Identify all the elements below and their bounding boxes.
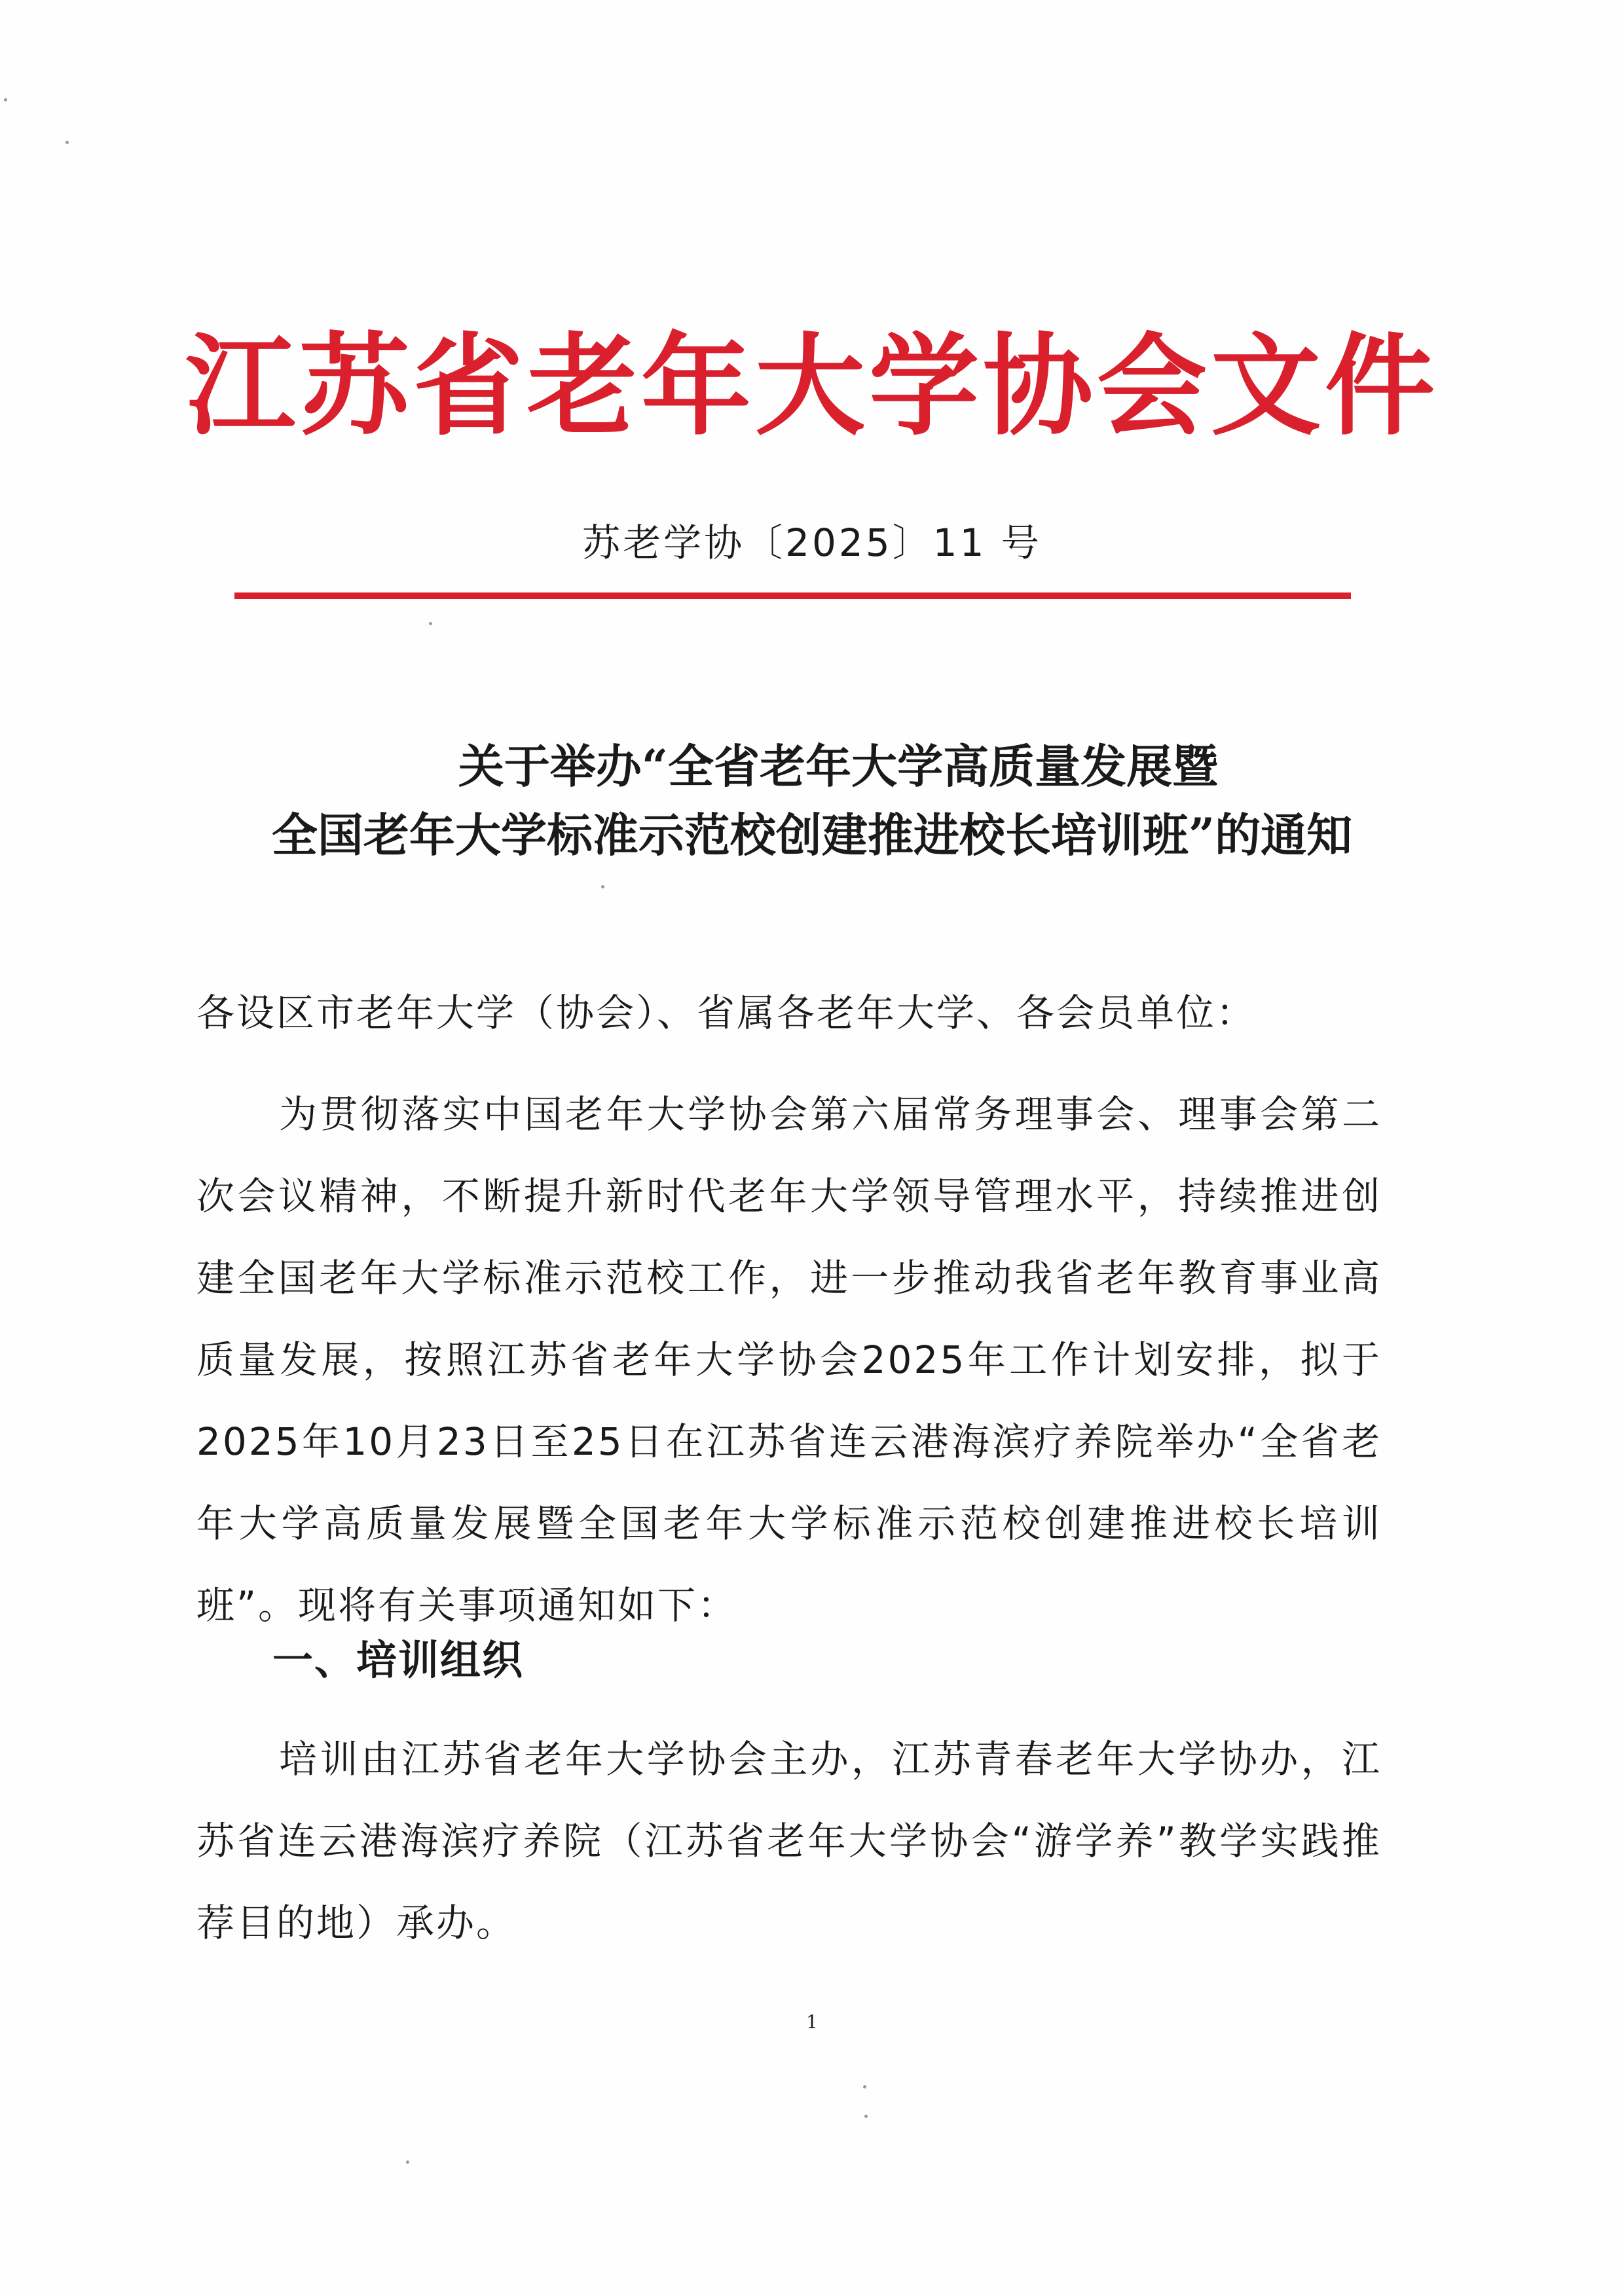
document-number: 苏老学协〔2025〕11 号 <box>582 520 1042 565</box>
page-number: 1 <box>806 2011 818 2033</box>
document-header-title: 江苏省老年大学协会文件 <box>185 321 1439 450</box>
scan-speck <box>406 2160 409 2164</box>
notice-title-line-2: 全国老年大学标准示范校创建推进校长培训班”的通知 <box>271 808 1353 862</box>
scan-speck <box>601 885 604 888</box>
scan-speck <box>863 2085 866 2088</box>
scan-speck <box>429 622 432 625</box>
section-heading-training-organization: 一、培训组织 <box>272 1636 525 1684</box>
body-paragraph-1: 为贯彻落实中国老年大学协会第六届常务理事会、理事会第二次会议精神，不断提升新时代老年大学领导管理水平，持续推进创建全国老年大学标准示范校工作，进一步推动我省老年教育事业高质量发展，按照江苏省老年大学协会2025年工作计划安排，拟于2025年10月23日至25日在江苏省连云港海滨疗养院举办“全省老年大学高质量发展暨全国老年大学标准示范校创建推进校长培训班”。现将有关事项通知如下： <box>196 1092 1382 1628</box>
notice-title <box>0 732 1624 869</box>
header-divider-rule <box>234 592 1351 599</box>
scan-speck <box>4 98 7 101</box>
scan-speck <box>864 2115 868 2118</box>
salutation: 各设区市老年大学（协会）、省属各老年大学、各会员单位： <box>196 991 1257 1035</box>
body-paragraph-2: 培训由江苏省老年大学协会主办，江苏青春老年大学协办，江苏省连云港海滨疗养院（江苏省老年大学协会“游学养”教学实践推荐目的地）承办。 <box>196 1737 1382 1945</box>
scan-speck <box>65 141 69 144</box>
notice-title-line-1: 关于举办“全省老年大学高质量发展暨 <box>458 739 1219 793</box>
